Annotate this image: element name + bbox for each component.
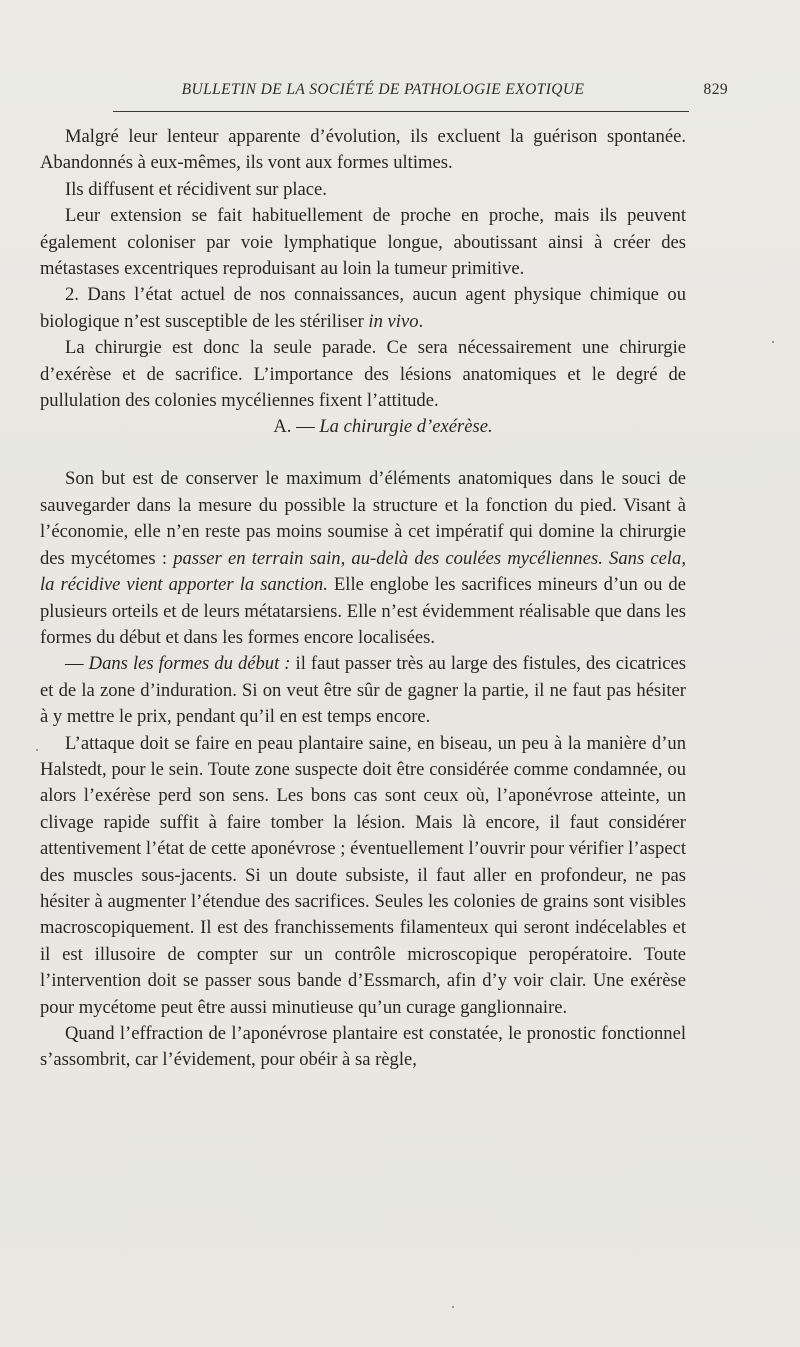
paragraph-6-emphasis: passer en terrain sain, au-delà des coulées mycéliennes. Sans cela, la récidive vient apporter la sanction. <box>40 547 686 596</box>
paragraph-6 <box>40 466 686 651</box>
paragraph-6-text: Son but est de conserver le maximum d’éléments anatomiques dans le souci de sauvegarder dans la mesure du possible la structure et la fonction du pied. Visant à l’économie, elle n’en reste pas moins soumise à cet impératif qui domine la chirurgie des mycétomes : <box>40 468 686 569</box>
paragraph-4-tail: . <box>418 310 424 332</box>
paragraph-2: Ils diffusent et récidivent sur place. <box>65 178 327 200</box>
paragraph-7-dash: — <box>65 653 89 675</box>
page-number: 829 <box>703 81 728 98</box>
paragraph-7 <box>40 651 686 730</box>
running-head <box>113 81 728 99</box>
paragraph-8: L’attaque doit se faire en peau plantaire saine, en biseau, un peu à la manière d’un Halstedt, pour le sein. Toute zone suspecte doit être considérée comme condamnée, ou alors l’exérèse perd son sens. Les bons cas sont ceux où, l’aponévrose atteinte, un clivage rapide suffit à faire tomber la lésion. Mais là encore, il faut considérer attentivement l’état de cette aponévrose ; éventuellement l’ouvrir pour vérifier l’aspect des muscles sous-jacents. Si un doute subsiste, il faut aller en profondeur, ne pas hésiter à augmenter l’étendue des sacrifices. Seules les colonies de grains sont visibles macroscopiquement. Il est des franchissements filamenteux qui seront indécelables et il est illusoire de compter sur un contrôle microscopique peropératoire. Toute l’intervention doit se passer sous bande d’Essmarch, afin d’y voir clair. Une exérèse pour mycétome peut être aussi minutieuse qu’un curage ganglionnaire. <box>40 732 686 1018</box>
paper-speck <box>452 1306 454 1308</box>
paragraph-1: Malgré leur lenteur apparente d’évolution, ils excluent la guérison spontanée. Abandonnés à eux-mêmes, ils vont aux formes ultimes. <box>40 126 686 174</box>
paragraph-4-emphasis: in vivo <box>368 310 419 332</box>
section-heading-title: La chirurgie d’exérèse. <box>319 416 493 438</box>
paper-speck <box>772 341 774 343</box>
paragraph-6-tail: Elle englobe les sacrifices mineurs d’un ou de plusieurs orteils et de leurs métatarsiens. Elle n’est évidemment réalisable que dans les formes du début et dans les formes encore localisées. <box>40 574 686 648</box>
paragraph-4 <box>40 282 686 335</box>
article-body <box>40 124 686 1074</box>
paragraph-3: Leur extension se fait habituellement de proche en proche, mais ils peuvent également coloniser par voie lymphatique longue, aboutissant ainsi à créer des métastases excentriques reproduisant au loin la tumeur primitive. <box>40 205 686 280</box>
paragraph-7-tail: il faut passer très au large des fistules, des cicatrices et de la zone d’induration. Si on veut être sûr de gagner la partie, il ne faut pas hésiter à y mettre le prix, pendant qu’il en est temps encore. <box>40 653 686 728</box>
paragraph-4-text: 2. Dans l’état actuel de nos connaissances, aucun agent physique chimique ou biologique n’est susceptible de les stériliser <box>40 284 686 332</box>
section-heading-label: A. — <box>273 416 320 438</box>
paragraph-9: Quand l’effraction de l’aponévrose plantaire est constatée, le pronostic fonctionnel s’assombrit, car l’évidement, pour obéir à sa règle, <box>40 1023 686 1071</box>
section-heading <box>40 414 686 466</box>
paragraph-7-emphasis: Dans les formes du début : <box>88 653 291 675</box>
paragraph-5: La chirurgie est donc la seule parade. Ce sera nécessairement une chirurgie d’exérèse et de sacrifice. L’importance des lésions anatomiques et le degré de pullulation des colonies mycéliennes fixent l’attitude. <box>40 337 686 412</box>
header-rule <box>113 111 689 112</box>
paper-speck <box>36 749 38 751</box>
running-title: BULLETIN DE LA SOCIÉTÉ DE PATHOLOGIE EXOTIQUE <box>181 81 585 98</box>
